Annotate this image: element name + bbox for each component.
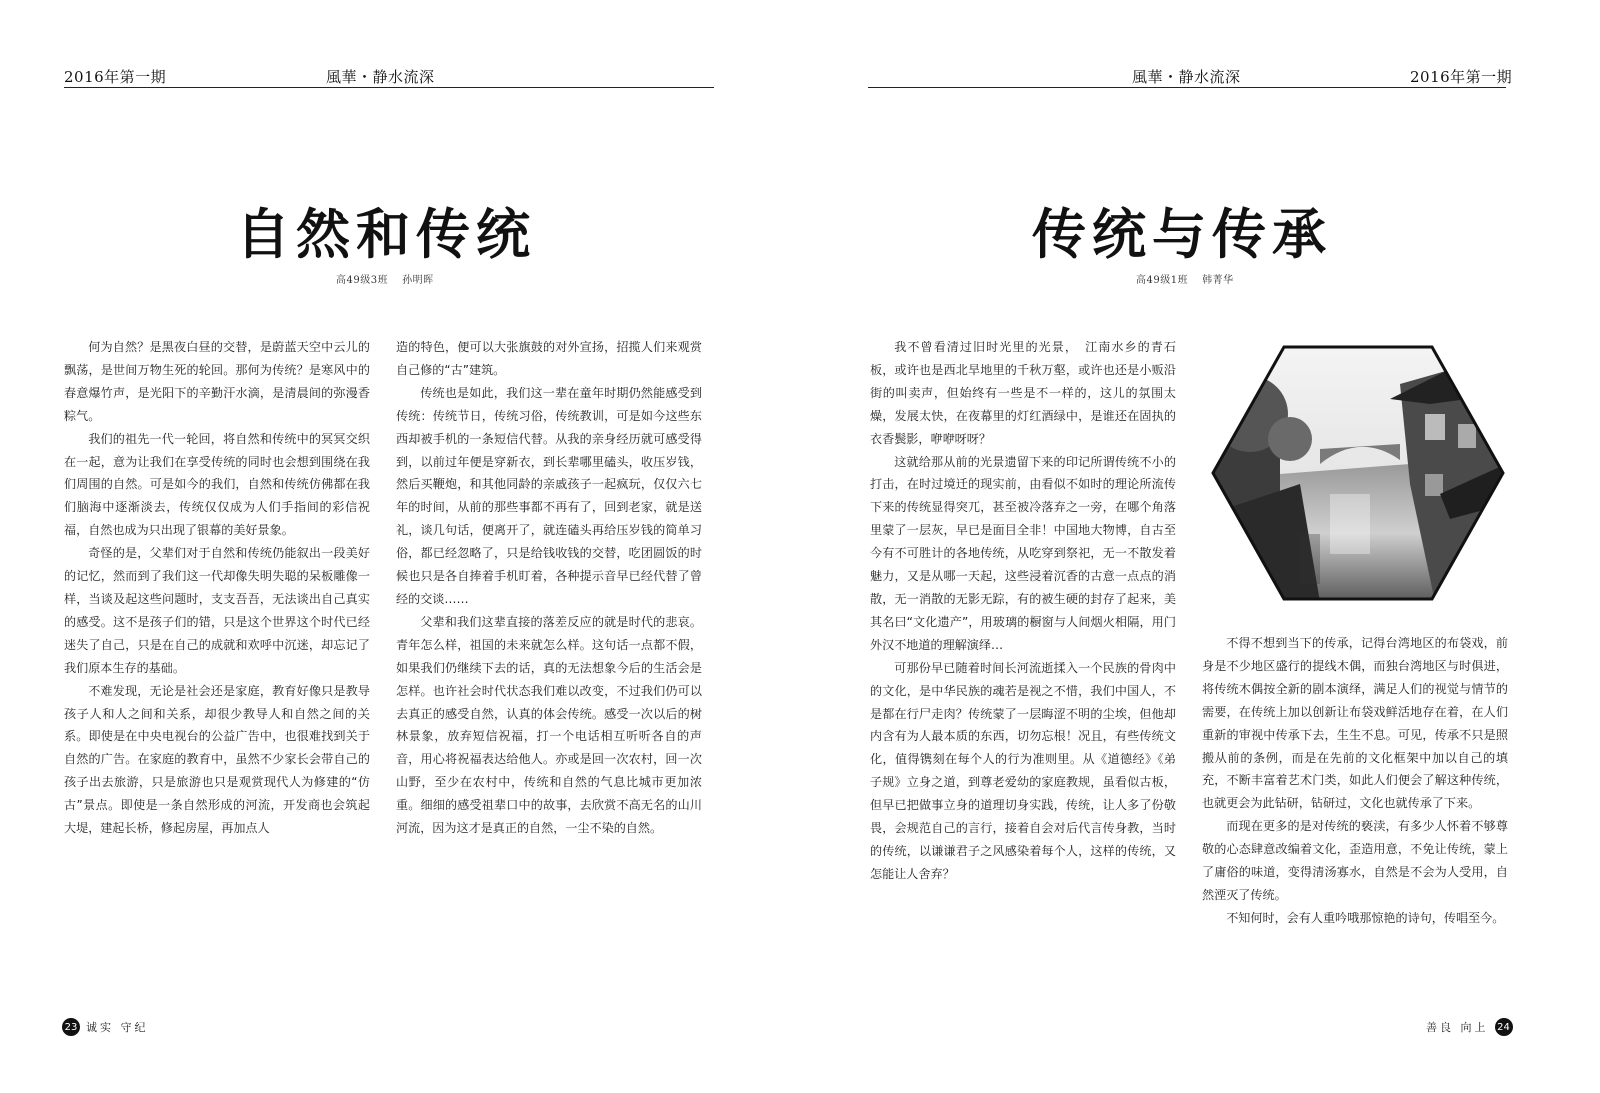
page-number: 23 xyxy=(62,1018,80,1036)
paragraph: 而现在更多的是对传统的亵渎，有多少人怀着不够尊敬的心态肆意改编着文化，歪造用意，不免让传统，蒙上了庸俗的味道，变得清汤寡水，自然是不会为人受用，自然湮灭了传统。 xyxy=(1202,819,1508,902)
article-title: 自然和传统 xyxy=(236,202,536,266)
article-title: 传统与传承 xyxy=(1032,202,1332,266)
issue-label: 2016年第一期 xyxy=(64,68,167,86)
paragraph: 奇怪的是，父辈们对于自然和传统仍能叙出一段美好的记忆，然而到了我们这一代却像失明失聪的呆板雕像一样，当谈及起这些问题时，支支吾吾，无法谈出自己真实的感受。这不是孩子们的错，只是这个世界这个时代已经迷失了自己，只是在自己的成就和欢呼中沉迷，却忘记了我们原本生存的基础。 xyxy=(64,546,370,675)
footer-motto: 善良 向上 xyxy=(1426,1021,1489,1034)
header-rule xyxy=(868,87,1506,88)
section-label: 風華・静水流深 xyxy=(1132,68,1241,86)
text-column-1 xyxy=(64,336,370,840)
text-column-1 xyxy=(870,336,1176,886)
paragraph: 不难发现，无论是社会还是家庭，教育好像只是教导孩子人和人之间和关系，却很少教导人和自然之间的关系。即使是在中央电视台的公益广告中，也很难找到关于自然的广告。在家庭的教育中，虽然不少家长会带自己的孩子出去旅游，只是旅游也只是观赏现代人为修建的“仿古”景点。即使是一条自然形成的河流，开发商也会筑起大堤，建起长桥，修起房屋，再加点人 xyxy=(64,683,370,836)
page-number: 24 xyxy=(1495,1018,1513,1036)
footer-motto: 诚实 守纪 xyxy=(86,1021,149,1034)
paragraph: 传统也是如此，我们这一辈在童年时期仍然能感受到传统：传统节日，传统习俗，传统教训，可是如今这些东西却被手机的一条短信代替。从我的亲身经历就可感受得到，以前过年便是穿新衣，到长辈哪里磕头，收压岁钱，然后买鞭炮，和其他同龄的亲戚孩子一起疯玩，仅仅六七年的时间，从前的那些事都不再有了，回到老家，就是送礼，谈几句话，便离开了，就连磕头再给压岁钱的简单习俗，都已经忽略了，只是给钱收钱的交替，吃团圆饭的时候也只是各自捧着手机盯着，各种提示音早已经代替了曾经的交谈…… xyxy=(396,385,702,606)
paragraph: 不得不想到当下的传承，记得台湾地区的布袋戏，前身是不少地区盛行的提线木偶，而独台湾地区与时俱进，将传统木偶按全新的剧本演绎，满足人们的视觉与情节的需要，在传统上加以创新让布袋戏鲜活地存在着，在人们重新的审视中传承下去，生生不息。可见，传承不只是照搬从前的条例，而是在先前的文化框架中加以自己的填充，不断丰富着艺术门类，如此人们便会了解这种传统，也就更会为此钻研，钻研过，文化也就传承了下来。 xyxy=(1202,636,1508,811)
page-footer xyxy=(1420,1018,1513,1036)
author-name: 孙明晖 xyxy=(402,275,434,286)
paragraph: 可那份早已随着时间长河流逝揉入一个民族的骨肉中的文化，是中华民族的魂若是视之不惜，我们中国人，不是都在行尸走肉？传统蒙了一层晦涩不明的尘埃，但他却内含有为人最本质的东西，切勿忘根！况且，有些传统文化，值得镌刻在每个人的行为准则里。从《道德经》《弟子规》立身之道，到尊老爱幼的家庭教规，虽看似古板，但早已把做事立身的道理切身实践，传统，让人多了份敬畏，会规范自己的言行，接着自会对后代言传身教，当时的传统，以谦谦君子之风感染着每个人，这样的传统，又怎能让人舍弃？ xyxy=(870,660,1176,881)
byline xyxy=(1136,271,1248,286)
paragraph: 造的特色，便可以大张旗鼓的对外宣扬，招揽人们来观赏自己修的“古”建筑。 xyxy=(396,340,702,377)
paragraph: 不知何时，会有人重吟哦那惊艳的诗句，传唱至今。 xyxy=(1226,910,1505,925)
author-class: 高49级1班 xyxy=(1136,275,1189,286)
text-column-2 xyxy=(1202,632,1508,930)
issue-label: 2016年第一期 xyxy=(1410,68,1513,86)
paragraph: 父辈和我们这辈直接的落差反应的就是时代的悲哀。青年怎么样，祖国的未来就怎么样。这句话一点都不假，如果我们仍继续下去的话，真的无法想象今后的生活会是怎样。也许社会时代状态我们难以改变，不过我们仍可以去真正的感受自然，认真的体会传统。感受一次以后的树林景象，放弃短信祝福，打一个电话相互听听各自的声音，用心将祝福表达给他人。亦或是回一次农村，回一次山野，至少在农村中，传统和自然的气息比城市更加浓重。细细的感受祖辈口中的故事，去欣赏不高无名的山川河流，因为这才是真正的自然，一尘不染的自然。 xyxy=(396,614,702,836)
author-class: 高49级3班 xyxy=(336,275,389,286)
header-rule xyxy=(64,87,714,88)
paragraph: 我不曾看清过旧时光里的光景， 江南水乡的青石板，或许也是西北旱地里的千秋万壑，或许也还是小贩沿街的叫卖声，但始终有一些是不一样的，这儿的氛围太燥，发展太快，在夜幕里的灯红酒绿中，是谁还在固执的衣香鬓影，咿咿呀呀？ xyxy=(870,340,1176,446)
byline xyxy=(336,271,448,286)
page-footer xyxy=(62,1018,155,1036)
section-label: 風華・静水流深 xyxy=(326,68,435,86)
paragraph: 何为自然？是黑夜白昼的交替，是蔚蓝天空中云儿的飘荡，是世间万物生死的轮回。那何为传统？是寒风中的春意爆竹声，是光阳下的辛勤汗水滴，是清晨间的弥漫香粽气。 xyxy=(64,340,370,423)
water-town-photo xyxy=(1210,344,1506,602)
paragraph: 我们的祖先一代一轮回，将自然和传统中的冥冥交织在一起，意为让我们在享受传统的同时也会想到围绕在我们周围的自然。可是如今的我们，自然和传统仿佛都在我们脑海中逐渐淡去，传统仅仅成为人们手指间的彩信祝福，自然也成为只出现了银幕的美好景象。 xyxy=(64,431,370,538)
author-name: 韩菁华 xyxy=(1202,275,1234,286)
text-column-2 xyxy=(396,336,702,840)
paragraph: 这就给那从前的光景遗留下来的印记所谓传统不小的打击，在时过境迁的现实前，由看似不如时的理论所流传下来的传统显得突兀，甚至被冷落弃之一旁，在哪个角落里蒙了一层灰，早已是面目全非！中国地大物博，自古至今有不可胜计的各地传统，从吃穿到祭祀，无一不散发着魅力，又是从哪一天起，这些浸着沉香的古意一点点的消散，无一消散的无影无踪，有的被生硬的封存了起来，美其名曰“文化遗产”，用玻璃的橱窗与人间烟火相隔，用门外汉不地道的理解演绎… xyxy=(870,454,1176,652)
